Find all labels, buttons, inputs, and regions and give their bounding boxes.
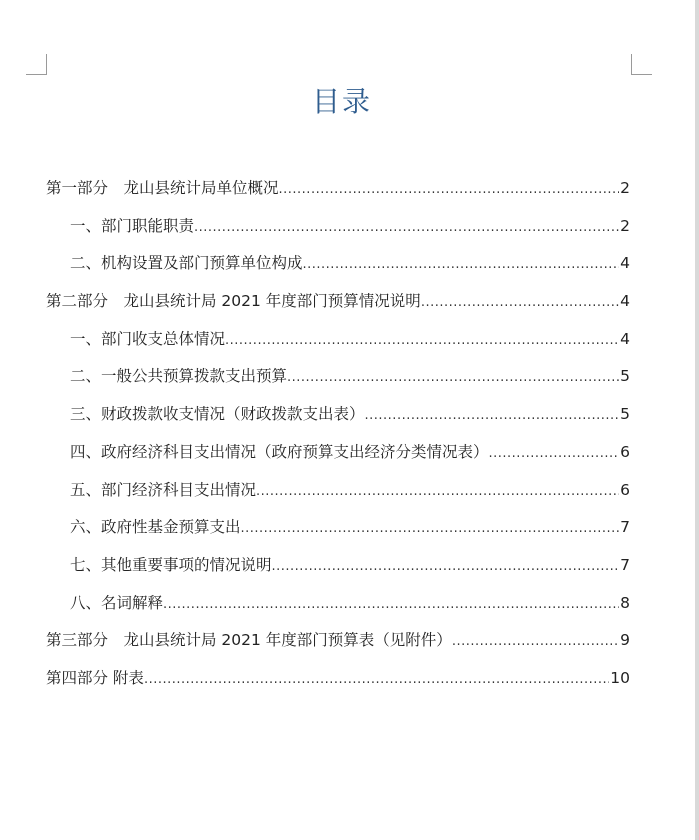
- toc-page-number: 2: [620, 179, 630, 197]
- toc-entry[interactable]: [46, 547, 630, 585]
- toc-dot-leader: [489, 435, 620, 473]
- toc-entry[interactable]: [46, 245, 630, 283]
- toc-entry[interactable]: [46, 358, 630, 396]
- toc-entry-text: 第三部分 龙山县统计局 2021 年度部门预算表（见附件）: [46, 631, 452, 650]
- toc-entry[interactable]: [46, 434, 630, 472]
- toc-page-number: 5: [620, 405, 630, 424]
- toc-entry-text: 八、名词解释: [70, 593, 164, 612]
- toc-entry-text: 一、部门收支总体情况: [70, 329, 226, 348]
- toc-entry-text: 二、机构设置及部门预算单位构成: [70, 254, 303, 273]
- toc-page-number: 9: [620, 631, 630, 650]
- toc-entry-text: 三、财政拨款收支情况（财政拨款支出表）: [70, 405, 365, 424]
- toc-entry[interactable]: [46, 208, 630, 246]
- toc-entry[interactable]: [46, 321, 630, 359]
- toc-page-number: 7: [620, 555, 630, 574]
- toc-dot-leader: [272, 548, 620, 586]
- toc-dot-leader: [225, 322, 619, 360]
- toc-dot-leader: [144, 661, 609, 699]
- toc-page-number: 10: [610, 668, 630, 687]
- margin-corner-mark-right: [631, 54, 652, 75]
- toc-entry-text: 二、一般公共预算拨款支出预算: [70, 367, 288, 386]
- toc-dot-leader: [365, 397, 620, 435]
- margin-corner-mark-left: [26, 54, 47, 75]
- toc-dot-leader: [279, 171, 620, 209]
- toc-page-number: 6: [620, 480, 630, 499]
- toc-entry-text: 第二部分 龙山县统计局 2021 年度部门预算情况说明: [46, 292, 421, 311]
- toc-dot-leader: [241, 510, 620, 548]
- toc-entry-text: 四、政府经济科目支出情况（政府预算支出经济分类情况表）: [70, 442, 489, 461]
- toc-entry[interactable]: [46, 283, 630, 321]
- toc-entry-text: 五、部门经济科目支出情况: [70, 480, 257, 499]
- toc-page-number: 4: [620, 329, 630, 348]
- toc-entry[interactable]: [46, 585, 630, 623]
- toc-entry-text: 一、部门职能职责: [70, 216, 195, 235]
- toc-entry[interactable]: [46, 509, 630, 547]
- toc-page-number: 5: [620, 367, 630, 386]
- page-edge-divider: [695, 0, 699, 840]
- toc-dot-leader: [303, 246, 620, 284]
- toc-title: 目录: [311, 85, 372, 118]
- table-of-contents: [46, 170, 630, 698]
- toc-dot-leader: [287, 359, 619, 397]
- toc-entry[interactable]: [46, 170, 630, 208]
- toc-page-number: 7: [620, 518, 630, 537]
- toc-entry[interactable]: [46, 396, 630, 434]
- toc-dot-leader: [256, 473, 619, 511]
- toc-dot-leader: [452, 623, 619, 661]
- toc-entry-text: 七、其他重要事项的情况说明: [70, 555, 272, 574]
- toc-entry[interactable]: [46, 472, 630, 510]
- toc-entry-text: 第四部分 附表: [46, 668, 144, 687]
- toc-page-number: 4: [620, 254, 630, 273]
- toc-entry[interactable]: [46, 622, 630, 660]
- toc-dot-leader: [163, 586, 619, 624]
- toc-dot-leader: [194, 209, 619, 247]
- toc-page-number: 8: [620, 593, 630, 612]
- toc-entry[interactable]: [46, 660, 630, 698]
- toc-page-number: 4: [620, 292, 630, 311]
- toc-dot-leader: [421, 284, 619, 322]
- toc-page-number: 6: [620, 442, 630, 461]
- toc-entry-text: 第一部分 龙山县统计局单位概况: [46, 179, 279, 197]
- toc-entry-text: 六、政府性基金预算支出: [70, 518, 241, 537]
- toc-page-number: 2: [620, 216, 630, 235]
